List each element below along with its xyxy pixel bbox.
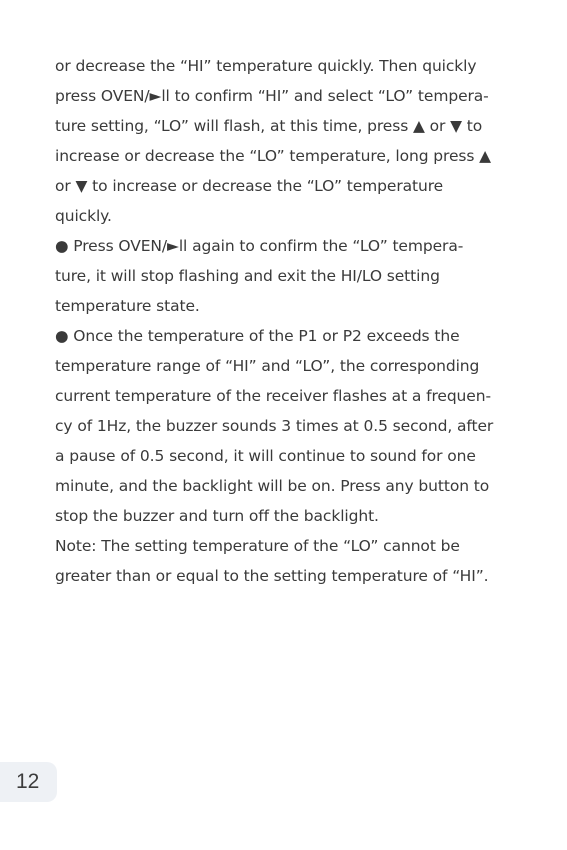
text-line: current temperature of the receiver flashes at a frequen-	[55, 387, 491, 405]
bullet-line: ● Once the temperature of the P1 or P2 exceeds the	[55, 327, 460, 345]
page-number: 12	[16, 770, 40, 793]
text-line: a pause of 0.5 second, it will continue to sound for one	[55, 447, 476, 465]
bullet-line: ● Press OVEN/►ll again to confirm the “LO” tempera-	[55, 237, 464, 255]
text-line: or ▼ to increase or decrease the “LO” temperature	[55, 177, 444, 195]
text-line: temperature state.	[55, 297, 200, 315]
text-line: quickly.	[55, 207, 112, 225]
text-line: minute, and the backlight will be on. Press any button to	[55, 477, 490, 495]
text-line: cy of 1Hz, the buzzer sounds 3 times at 0.5 second, after	[55, 417, 494, 435]
text-line: press OVEN/►ll to confirm “HI” and select “LO” tempera-	[55, 87, 489, 105]
note-line: Note: The setting temperature of the “LO” cannot be	[55, 537, 460, 555]
text-line: or decrease the “HI” temperature quickly. Then quickly	[55, 57, 477, 75]
page-number-tab	[0, 762, 57, 802]
text-line: ture setting, “LO” will flash, at this time, press ▲ or ▼ to	[55, 117, 483, 135]
text-line: ture, it will stop flashing and exit the HI/LO setting	[55, 267, 440, 285]
note-line: greater than or equal to the setting temperature of “HI”.	[55, 567, 489, 585]
text-line: stop the buzzer and turn off the backlight.	[55, 507, 379, 525]
text-line: temperature range of “HI” and “LO”, the corresponding	[55, 357, 480, 375]
text-line: increase or decrease the “LO” temperature, long press ▲	[55, 147, 491, 165]
instruction-text	[55, 51, 525, 591]
